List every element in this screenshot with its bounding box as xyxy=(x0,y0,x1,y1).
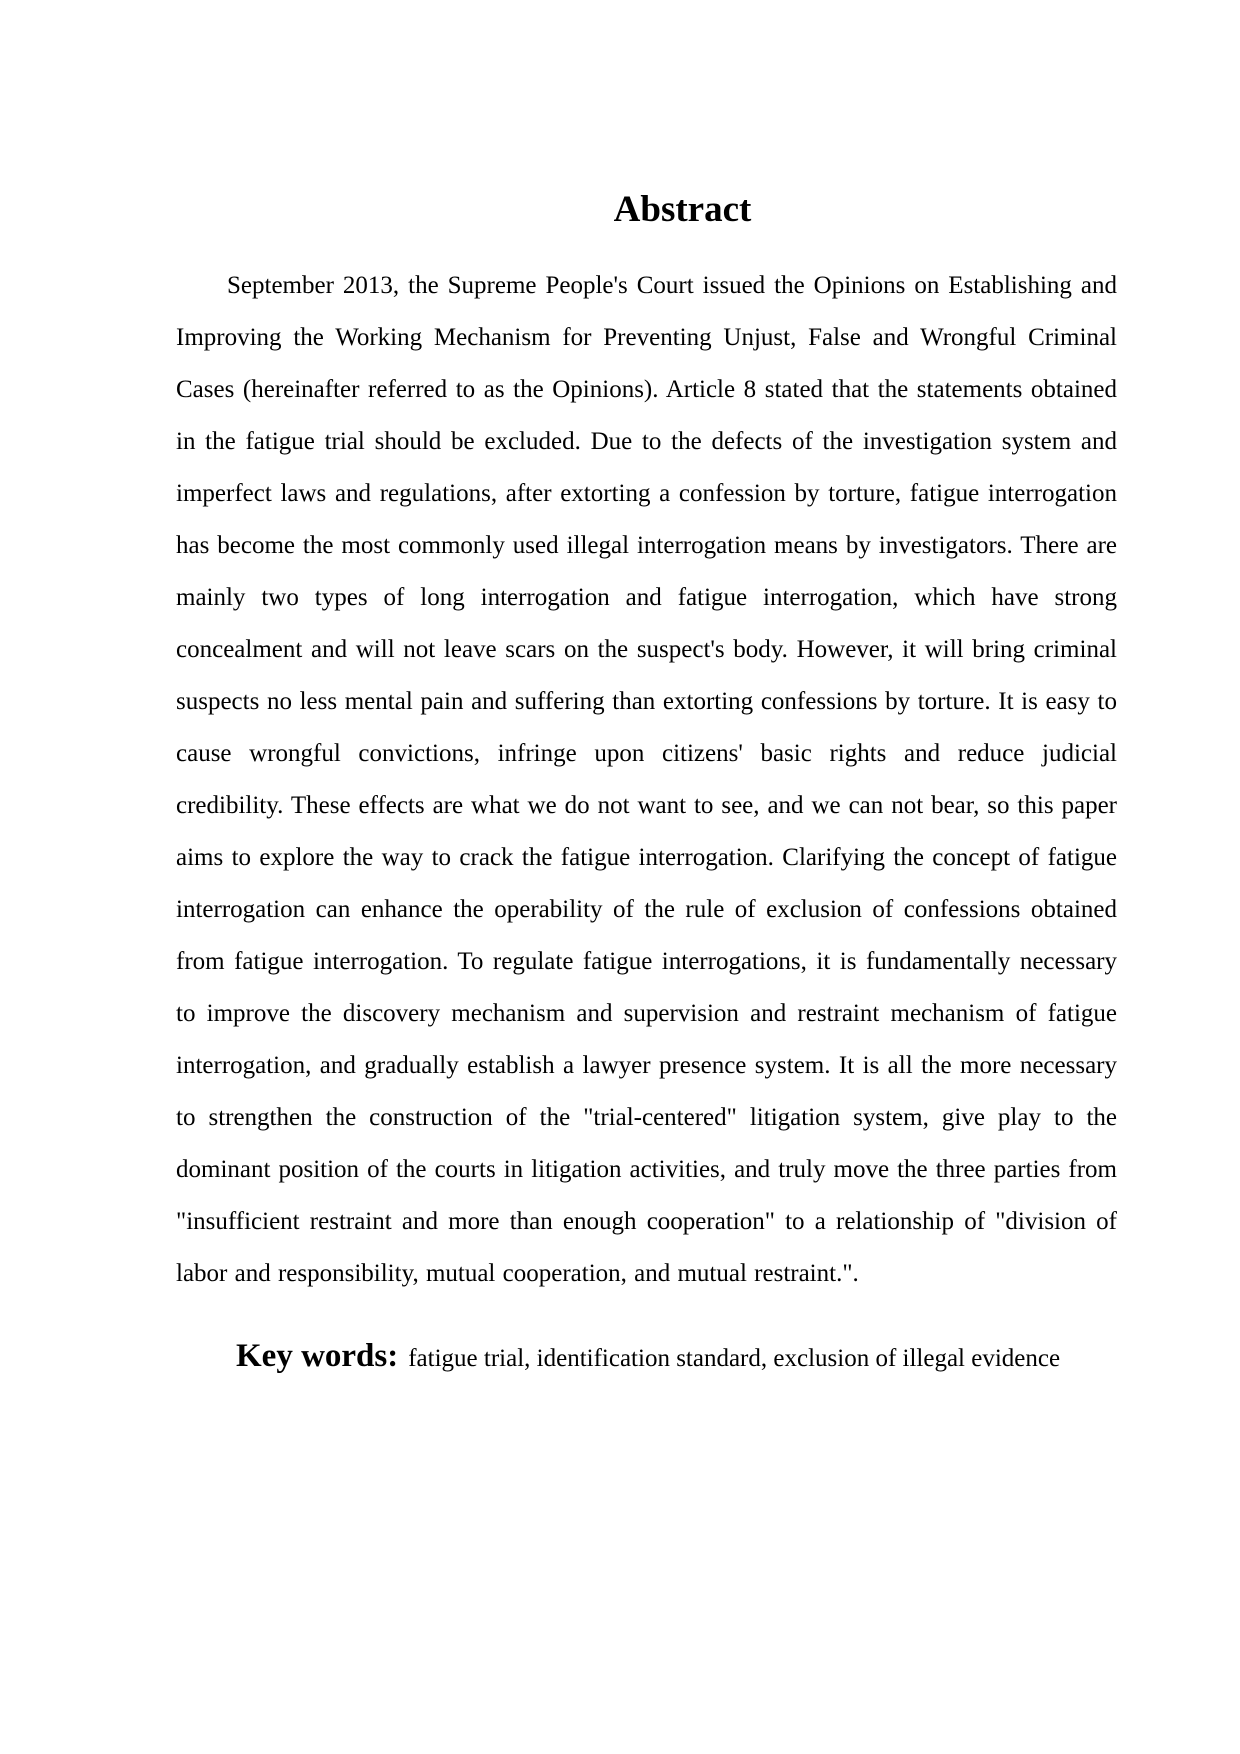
page-content xyxy=(176,0,1117,1381)
abstract-title: Abstract xyxy=(613,189,752,230)
keywords-label: Key words: xyxy=(236,1338,399,1374)
keywords-text: fatigue trial, identification standard, exclusion of illegal evidence xyxy=(408,1345,1061,1372)
abstract-paragraph: September 2013, the Supreme People's Court issued the Opinions on Establishing and Improving the Working Mechanism for Preventing Unjust, False and Wrongful Criminal Cases (hereinafter referred to as the Opinions). Article 8 stated that the statements obtained in the fatigue trial should be excluded. Due to the defects of the investigation system and imperfect laws and regulations, after extorting a confession by torture, fatigue interrogation has become the most commonly used illegal interrogation means by investigators. There are mainly two types of long interrogation and fatigue interrogation, which have strong concealment and will not leave scars on the suspect's body. However, it will bring criminal suspects no less mental pain and suffering than extorting confessions by torture. It is easy to cause wrongful convictions, infringe upon citizens' basic rights and reduce judicial credibility. These effects are what we do not want to see, and we can not bear, so this paper aims to explore the way to crack the fatigue interrogation. Clarifying the concept of fatigue interrogation can enhance the operability of the rule of exclusion of confessions obtained from fatigue interrogation. To regulate fatigue interrogations, it is fundamentally necessary to improve the discovery mechanism and supervision and restraint mechanism of fatigue interrogation, and gradually establish a lawyer presence system. It is all the more necessary to strengthen the construction of the "trial-centered" litigation system, give play to the dominant position of the courts in litigation activities, and truly move the three parties from "insufficient restraint and more than enough cooperation" to a relationship of "division of labor and responsibility, mutual cooperation, and mutual restraint.". xyxy=(176,272,1117,1287)
keywords-line xyxy=(176,1334,1117,1381)
